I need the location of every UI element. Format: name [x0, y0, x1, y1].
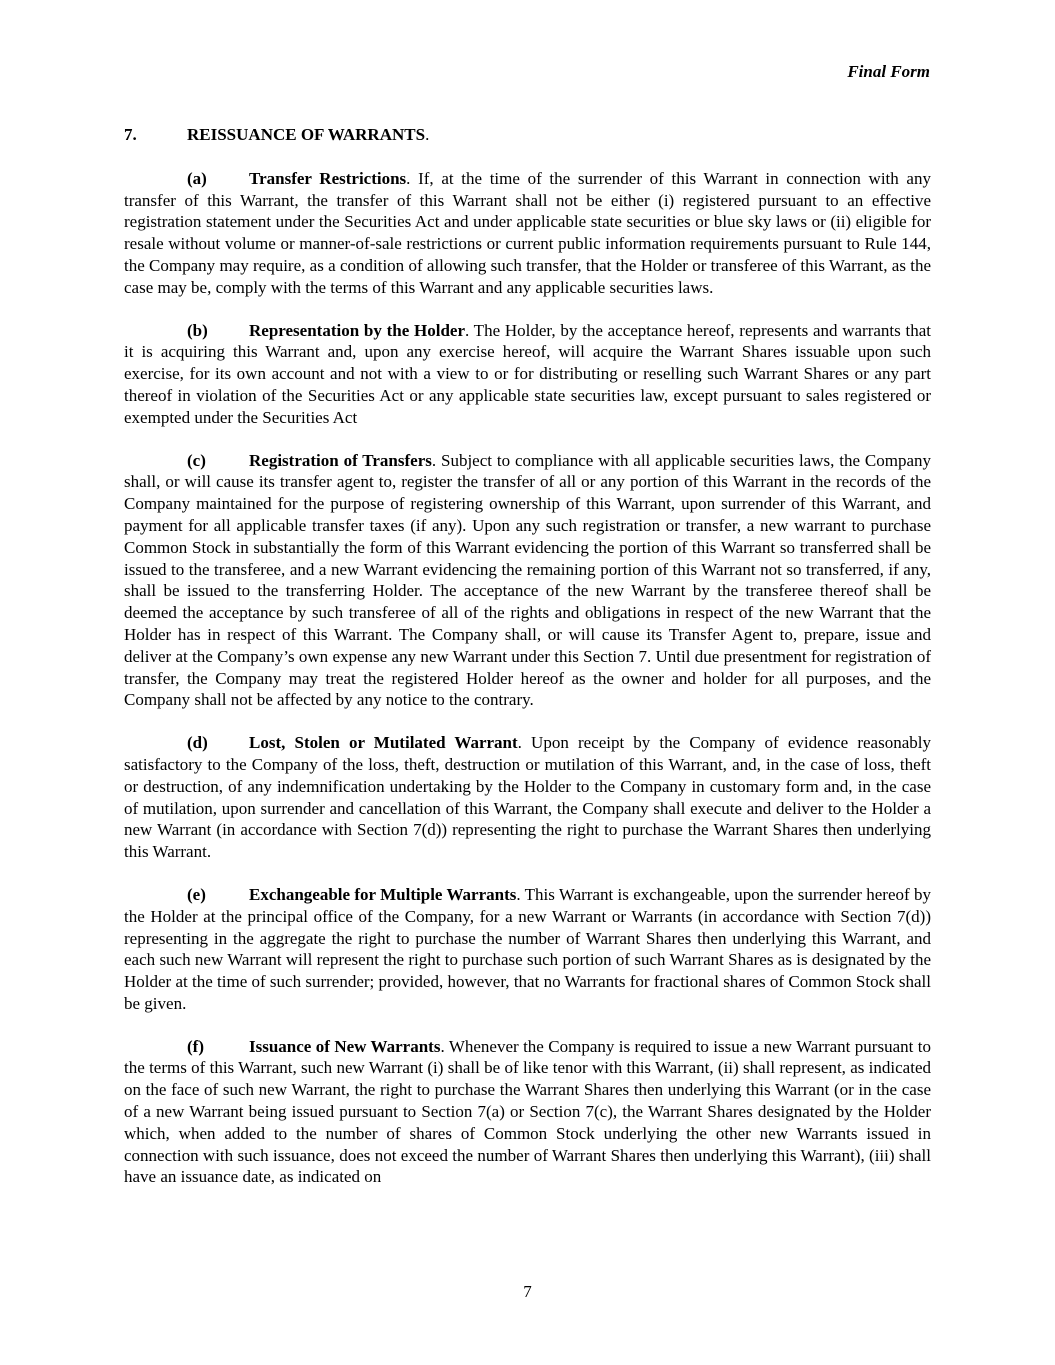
section-title — [187, 124, 429, 146]
paragraph-title-period: . — [465, 320, 470, 340]
paragraph-title-period: . — [440, 1036, 445, 1056]
paragraph-title: Lost, Stolen or Mutilated Warrant — [249, 733, 518, 753]
paragraph-title: Transfer Restrictions — [249, 168, 407, 188]
paragraph-title-period: . — [431, 450, 437, 470]
paragraph-e — [124, 884, 931, 1015]
paragraph-b — [124, 320, 931, 429]
paragraph-marker: (e) — [187, 884, 206, 904]
paragraph-marker: (f) — [187, 1036, 204, 1056]
paragraph-title-period: . — [517, 733, 522, 753]
paragraph-title: Exchangeable for Multiple Warrants — [249, 884, 517, 904]
paragraph-title-period: . — [516, 884, 521, 904]
section-number: 7. — [124, 125, 137, 144]
paragraph-text: Whenever the Company is required to issue a new Warrant pursuant to the terms of this Warrant, such new Warrant (i) shall be of like tenor with this Warrant, (ii) shall represent, as indicated on the face of such new Warrant, the right to purchase the Warrant Shares then underlying this Warrant (or in the case of a new Warrant being issued pursuant to Section 7(a) or Section 7(c), the Warrant Shares designated by the Holder which, when added to the number of shares of Common Stock underlying the other new Warrants issued in connection with such issuance, does not exceed the number of Warrant Shares then underlying this Warrant), (iii) shall have an issuance date, as indicated on — [124, 1036, 931, 1187]
paragraph-c — [124, 450, 931, 712]
page-number: 7 — [523, 1282, 532, 1301]
paragraph-marker: (d) — [187, 733, 208, 753]
paragraph-text: Subject to compliance with all applicable securities laws, the Company shall, or will cause its transfer agent to, register the transfer of all or any portion of this Warrant in the records of the Company maintained for the purpose of registering ownership of this Warrant, upon surrender of this Warrant, and payment for all applicable transfer taxes (if any). Upon any such registration or transfer, a new warrant to purchase Common Stock in substantially the form of this Warrant evidencing the portion of this Warrant so transferred shall be issued to the transferee, and a new Warrant evidencing the remaining portion of this Warrant not so transferred, if any, shall be issued to the transferring Holder. The acceptance of the new Warrant by the transferee thereof shall be deemed the acceptance by such transferee of all of the rights and obligations in respect of the new Warrant that the Holder has in respect of this Warrant. The Company shall, or will cause its Transfer Agent to, prepare, issue and deliver at the Company’s own expense any new Warrant under this Section 7. Until due presentment for registration of transfer, the Company may treat the registered Holder hereof as the owner and holder for all purposes, and the Company shall not be affected by any notice to the contrary. — [124, 450, 931, 710]
section-title-text: REISSUANCE OF WARRANTS — [187, 125, 426, 144]
paragraph-marker: (a) — [187, 168, 207, 188]
paragraph-f — [124, 1036, 931, 1189]
document-version-tag: Final Form — [847, 62, 930, 81]
section-title-period: . — [425, 125, 430, 144]
paragraph-marker: (b) — [187, 320, 208, 340]
document-body — [124, 124, 931, 1209]
paragraph-text: This Warrant is exchangeable, upon the surrender hereof by the Holder at the principal office of the Company, for a new Warrant or Warrants (in accordance with Section 7(d)) representing in the aggregate the right to purchase the number of Warrant Shares then underlying this Warrant, and each such new Warrant will represent the right to purchase such portion of such Warrant Shares as is designated by the Holder at the time of such surrender; provided, however, that no Warrants for fractional shares of Common Stock shall be given. — [124, 884, 931, 1013]
paragraph-marker: (c) — [187, 450, 206, 470]
paragraph-title: Representation by the Holder — [249, 320, 465, 340]
paragraph-title: Registration of Transfers — [249, 450, 432, 470]
section-heading — [124, 124, 931, 146]
paragraph-title: Issuance of New Warrants — [249, 1036, 441, 1056]
paragraph-text: If, at the time of the surrender of this Warrant in connection with any transfer of this Warrant, the transfer of this Warrant shall not be either (i) registered pursuant to an effective registration statement under the Securities Act and under applicable state securities or blue sky laws or (ii) eligible for resale without volume or manner-of-sale restrictions or current public information requirements pursuant to Rule 144, the Company may require, as a condition of allowing such transfer, that the Holder or transferee of this Warrant, as the case may be, comply with the terms of this Warrant and any applicable securities laws. — [124, 168, 931, 297]
paragraph-title-period: . — [406, 168, 411, 188]
paragraph-text: The Holder, by the acceptance hereof, represents and warrants that it is acquiring this Warrant and, upon any exercise hereof, will acquire the Warrant Shares issuable upon such exercise, for its own account and not with a view to or for distributing or reselling such Warrant Shares or any part thereof in violation of the Securities Act or any applicable state securities law, except pursuant to sales registered or exempted under the Securities Act — [124, 320, 931, 427]
paragraph-text: Upon receipt by the Company of evidence reasonably satisfactory to the Company of the loss, theft, destruction or mutilation of this Warrant, and, in the case of loss, theft or destruction, of any indemnification undertaking by the Holder to the Company in customary form and, in the case of mutilation, upon surrender and cancellation of this Warrant, the Company shall execute and deliver to the Holder a new Warrant (in accordance with Section 7(d)) representing the right to purchase the Warrant Shares then underlying this Warrant. — [124, 733, 931, 862]
paragraph-a — [124, 168, 931, 299]
paragraph-d — [124, 732, 931, 863]
